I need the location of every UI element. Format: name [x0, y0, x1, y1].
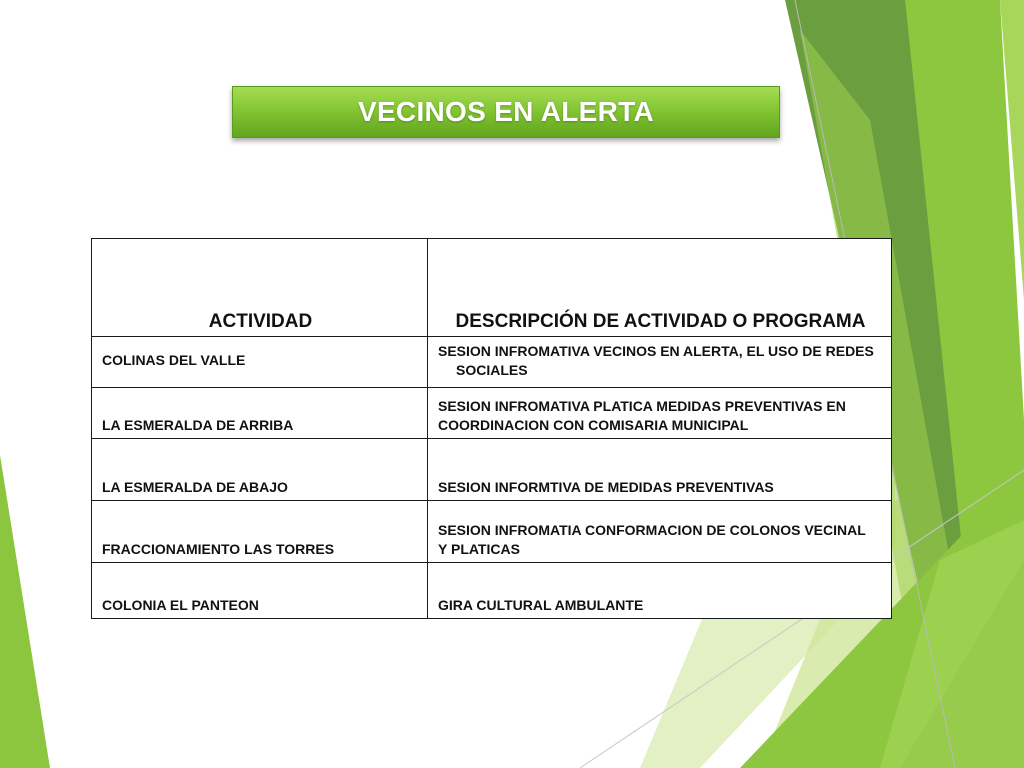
descripcion-cell [428, 563, 892, 619]
table-row [92, 563, 892, 619]
descripcion-cell [428, 501, 892, 563]
table-row [92, 337, 892, 388]
descripcion-cell [428, 337, 892, 388]
table-row [92, 388, 892, 439]
descripcion-line: SOCIALES [456, 361, 528, 378]
descripcion-line: SESION INFROMATIVA PLATICA MEDIDAS PREVENTIVAS EN [438, 398, 846, 414]
descripcion-line: SESION INFROMATIA CONFORMACION DE COLONOS VECINAL [438, 522, 866, 538]
descripcion-line: SESION INFORMTIVA DE MEDIDAS PREVENTIVAS [438, 479, 774, 495]
descripcion-line: Y PLATICAS [438, 541, 520, 557]
title-banner [232, 86, 780, 138]
actividad-cell: LA ESMERALDA DE ABAJO [92, 439, 428, 501]
page-title: VECINOS EN ALERTA [357, 96, 654, 127]
table-header-row [92, 239, 892, 337]
actividad-cell: FRACCIONAMIENTO LAS TORRES [92, 501, 428, 563]
actividad-cell: COLINAS DEL VALLE [92, 337, 428, 388]
column-header-descripcion: DESCRIPCIÓN DE ACTIVIDAD O PROGRAMA [428, 239, 892, 337]
descripcion-cell [428, 439, 892, 501]
column-header-actividad: ACTIVIDAD [92, 239, 428, 337]
table-row [92, 439, 892, 501]
descripcion-cell [428, 388, 892, 439]
activities-table [91, 238, 892, 619]
actividad-cell: LA ESMERALDA DE ARRIBA [92, 388, 428, 439]
descripcion-line: GIRA CULTURAL AMBULANTE [438, 597, 644, 613]
actividad-cell: COLONIA EL PANTEON [92, 563, 428, 619]
descripcion-line: COORDINACION CON COMISARIA MUNICIPAL [438, 417, 749, 433]
table-row [92, 501, 892, 563]
descripcion-line: SESION INFROMATIVA VECINOS EN ALERTA, EL USO DE REDES [438, 342, 874, 359]
